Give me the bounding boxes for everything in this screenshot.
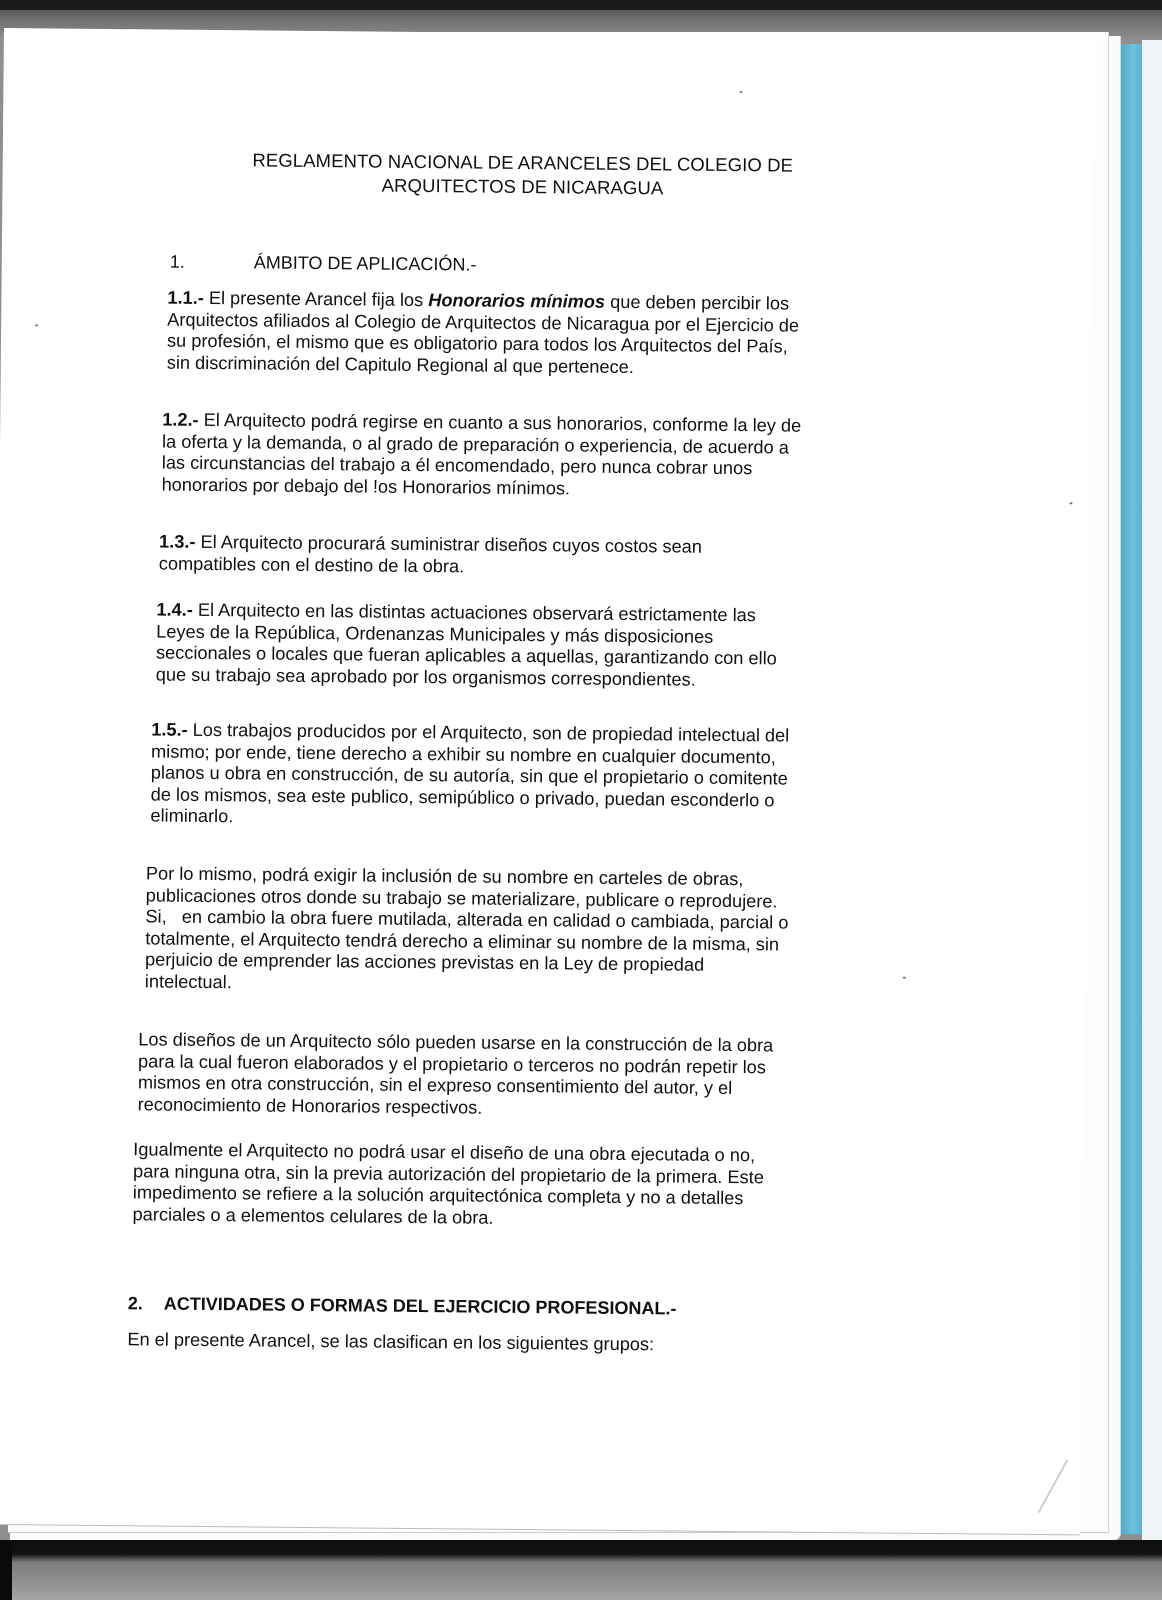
emphasis-text: Honorarios mínimos xyxy=(428,290,606,312)
text-line: parciales o a elementos celulares de la obra. xyxy=(132,1203,494,1228)
section-2-heading xyxy=(128,1291,677,1320)
text: que deben percibir los xyxy=(605,291,790,314)
text-line: compatibles con el destino de la obra. xyxy=(158,553,465,576)
title-line-1: REGLAMENTO NACIONAL DE ARANCELES DEL COLEGIO DE xyxy=(252,149,794,176)
paragraph-1-1 xyxy=(167,288,908,381)
text-line: sin discriminación del Capitulo Regional al que pertenece. xyxy=(166,352,634,377)
text-line: seccionales o locales que fueran aplicables a aquellas, garantizando con ello xyxy=(155,642,777,669)
text-line: Si, en cambio la obra fuere mutilada, alterada en calidad o cambiada, parcial o xyxy=(145,906,789,933)
scanner-top-shadow xyxy=(0,0,1162,10)
scanner-left-shadow xyxy=(0,1540,12,1600)
scan-speck xyxy=(903,977,906,979)
text-line: perjuicio de emprender las acciones previstas en la Ley de propiedad xyxy=(144,949,705,975)
paragraph-1-5 xyxy=(150,719,907,834)
section-number: 2. xyxy=(127,1293,143,1314)
paragraph-1-3 xyxy=(159,532,879,582)
text-line: honorarios por debajo del !os Honorarios mínimos. xyxy=(161,474,571,498)
text: El presente Arancel fija los xyxy=(203,287,429,311)
text-line: para ninguna otra, sin la previa autorización del propietario de la primera. Este xyxy=(132,1160,764,1187)
clause-label: 1.2.- xyxy=(162,409,199,430)
text-line: para la cual fueron elaborados y el propietario o terceros no podrán repetir los xyxy=(137,1050,767,1077)
text-line: intelectual. xyxy=(144,970,232,992)
text-line: de los mismos, sea este publico, semipúblico o privado, puedan esconderlo o xyxy=(150,783,775,810)
text-line: eliminarlo. xyxy=(150,805,234,827)
paragraph-2-intro xyxy=(127,1329,887,1358)
text-line: Los diseños de un Arquitecto sólo pueden usarse en la construcción de la obra xyxy=(138,1029,774,1056)
section-title: ACTIVIDADES O FORMAS DEL EJERCICIO PROFESIONAL.- xyxy=(163,1293,677,1319)
paragraph-disenos xyxy=(138,1029,895,1122)
text-line: su profesión, el mismo que es obligatorio para todos los Arquitectos del País, xyxy=(166,330,788,357)
text-line: publicaciones otros donde su trabajo se materializare, publicare o reprodujere. xyxy=(145,884,778,911)
text-line: Leyes de la República, Ordenanzas Municipales y más disposiciones xyxy=(156,620,714,647)
title-line-2: ARQUITECTOS DE NICARAGUA xyxy=(381,174,664,199)
page-corner-fold xyxy=(1038,1459,1068,1513)
section-number: 1. xyxy=(169,251,185,272)
text-line: En el presente Arancel, se las clasifican en los siguientes grupos: xyxy=(127,1329,655,1355)
clause-label: 1.1.- xyxy=(167,287,204,308)
section-title: ÁMBITO DE APLICACIÓN.- xyxy=(253,252,477,275)
scan-speck xyxy=(35,324,38,326)
binder-spine-blue xyxy=(1120,44,1142,1534)
binder-edge xyxy=(1142,40,1162,1540)
text-line: Igualmente el Arquitecto no podrá usar el diseño de una obra ejecutada o no, xyxy=(133,1139,756,1166)
text-line: la oferta y la demanda, o al grado de preparación o experiencia, de acuerdo a xyxy=(161,431,789,458)
scanner-bottom-shadow xyxy=(0,1540,1162,1600)
text: Los trabajos producidos por el Arquitecto, son de propiedad intelectual del xyxy=(187,719,790,746)
text-line: Arquitectos afiliados al Colegio de Arquitectos de Nicaragua por el Ejercicio de xyxy=(167,309,800,336)
scan-speck xyxy=(739,91,742,93)
text-line: reconocimiento de Honorarios respectivos. xyxy=(137,1093,483,1118)
text-line: totalmente, el Arquitecto tendrá derecho a eliminar su nombre de la misma, sin xyxy=(145,927,780,954)
text-line: que su trabajo sea aprobado por los organismos correspondientes. xyxy=(155,663,696,690)
paragraph-1-4 xyxy=(156,599,897,692)
text-line: Por lo mismo, podrá exigir la inclusión de su nombre en carteles de obras, xyxy=(145,863,744,890)
text-line: mismo; por ende, tiene derecho a exhibir su nombre en cualquier documento, xyxy=(150,740,776,767)
text: El Arquitecto podrá regirse en cuanto a sus honorarios, conforme la ley de xyxy=(198,409,802,436)
text-line: planos u obra en construcción, de su autoría, sin que el propietario o comitente xyxy=(150,762,788,789)
text: El Arquitecto en las distintas actuaciones observará estrictamente las xyxy=(192,599,756,626)
paragraph-por-lo-mismo xyxy=(145,863,902,999)
scan-speck xyxy=(1069,502,1072,504)
document-title xyxy=(162,148,882,203)
text: El Arquitecto procurará suministrar diseños cuyos costos sean xyxy=(195,531,703,557)
text-line: las circunstancias del trabajo a él encomendado, pero nunca cobrar unos xyxy=(161,452,753,479)
clause-label: 1.5.- xyxy=(151,719,188,740)
section-1-heading xyxy=(170,250,477,277)
document-page xyxy=(0,28,1094,1535)
clause-label: 1.3.- xyxy=(158,531,196,552)
paragraph-igualmente xyxy=(133,1139,890,1232)
text-line: mismos en otra construcción, sin el expreso consentimiento del autor, y el xyxy=(137,1072,733,1099)
clause-label: 1.4.- xyxy=(156,599,193,620)
text-line: impedimento se refiere a la solución arquitectónica completa y no a detalles xyxy=(132,1182,744,1209)
paragraph-1-2 xyxy=(162,410,915,503)
